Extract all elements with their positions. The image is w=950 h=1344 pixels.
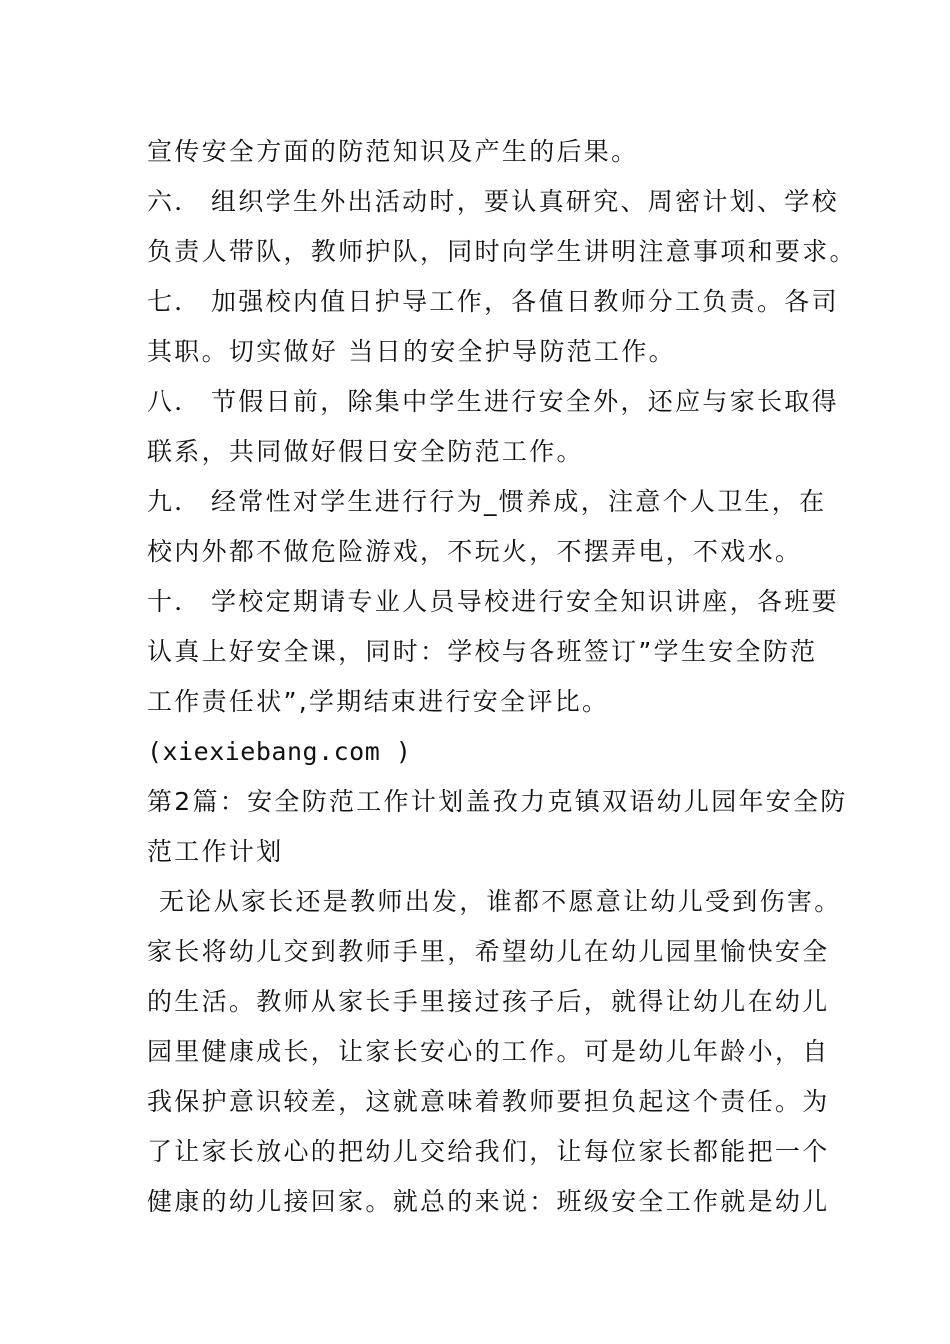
list-number: 九．	[147, 487, 202, 516]
list-number: 八．	[147, 387, 202, 416]
paragraph-line	[147, 1186, 830, 1218]
list-number: 十．	[147, 587, 202, 616]
line-text: 宣传安全方面的防范知识及产生的后果。	[147, 137, 639, 166]
paragraph-line	[147, 1086, 830, 1118]
paragraph-line	[147, 686, 827, 718]
section-title	[147, 786, 848, 818]
line-text: (xiexiebang.com )	[147, 737, 412, 766]
paragraph-line	[147, 636, 827, 668]
line-text: 的生活。教师从家长手里接过孩子后，就得让幼儿在幼儿	[147, 987, 830, 1016]
line-text: 认真上好安全课，同时：学校与各班签订”学生安全防范	[147, 637, 818, 666]
line-text: 经常性对学生进行行为_惯养成，注意个人卫生，在	[211, 487, 827, 516]
line-text: 我保护意识较差，这就意味着教师要担负起这个责任。为	[147, 1087, 830, 1116]
paragraph-line	[147, 936, 830, 968]
line-text: 无论从家长还是教师出发，谁都不愿意让幼儿受到伤害。	[159, 887, 842, 916]
paragraph-line	[147, 236, 857, 268]
line-text: 加强校内值日护导工作，各值日教师分工负责。各司	[211, 287, 839, 316]
paragraph-line	[147, 136, 827, 168]
line-text: 范工作计划	[147, 837, 284, 866]
line-text: 节假日前，除集中学生进行安全外，还应与家长取得	[211, 387, 839, 416]
line-text: 其职。切实做好 当日的安全护导防范工作。	[147, 337, 676, 366]
paragraph-line	[147, 1036, 830, 1068]
line-text: 家长将幼儿交到教师手里，希望幼儿在幼儿园里愉快安全	[147, 937, 830, 966]
line-text: 负责人带队，教师护队，同时向学生讲明注意事项和要求。	[147, 237, 857, 266]
list-item-8	[147, 386, 839, 418]
list-item-7	[147, 286, 839, 318]
paragraph-line	[147, 436, 827, 468]
paragraph-line	[147, 886, 842, 918]
line-text: 了让家长放心的把幼儿交给我们，让每位家长都能把一个	[147, 1137, 830, 1166]
line-text: 第2篇：安全防范工作计划盖孜力克镇双语幼儿园年安全防	[147, 787, 848, 816]
source-link	[147, 736, 827, 768]
list-item-10	[147, 586, 839, 618]
list-item-6	[147, 186, 839, 218]
list-number: 六．	[147, 187, 202, 216]
paragraph-line	[147, 336, 827, 368]
paragraph-line	[147, 1136, 830, 1168]
line-text: 联系，共同做好假日安全防范工作。	[147, 437, 584, 466]
section-title	[147, 836, 827, 868]
line-text: 组织学生外出活动时，要认真研究、周密计划、学校	[211, 187, 839, 216]
paragraph-line	[147, 986, 830, 1018]
line-text: 学校定期请专业人员导校进行安全知识讲座，各班要	[211, 587, 839, 616]
line-text: 健康的幼儿接回家。就总的来说：班级安全工作就是幼儿	[147, 1187, 830, 1216]
line-text: 工作责任状”,学期结束进行安全评比。	[147, 687, 610, 716]
line-text: 校内外都不做危险游戏，不玩火，不摆弄电，不戏水。	[147, 537, 803, 566]
paragraph-line	[147, 536, 827, 568]
list-item-9	[147, 486, 827, 518]
line-text: 园里健康成长，让家长安心的工作。可是幼儿年龄小，自	[147, 1037, 830, 1066]
list-number: 七．	[147, 287, 202, 316]
